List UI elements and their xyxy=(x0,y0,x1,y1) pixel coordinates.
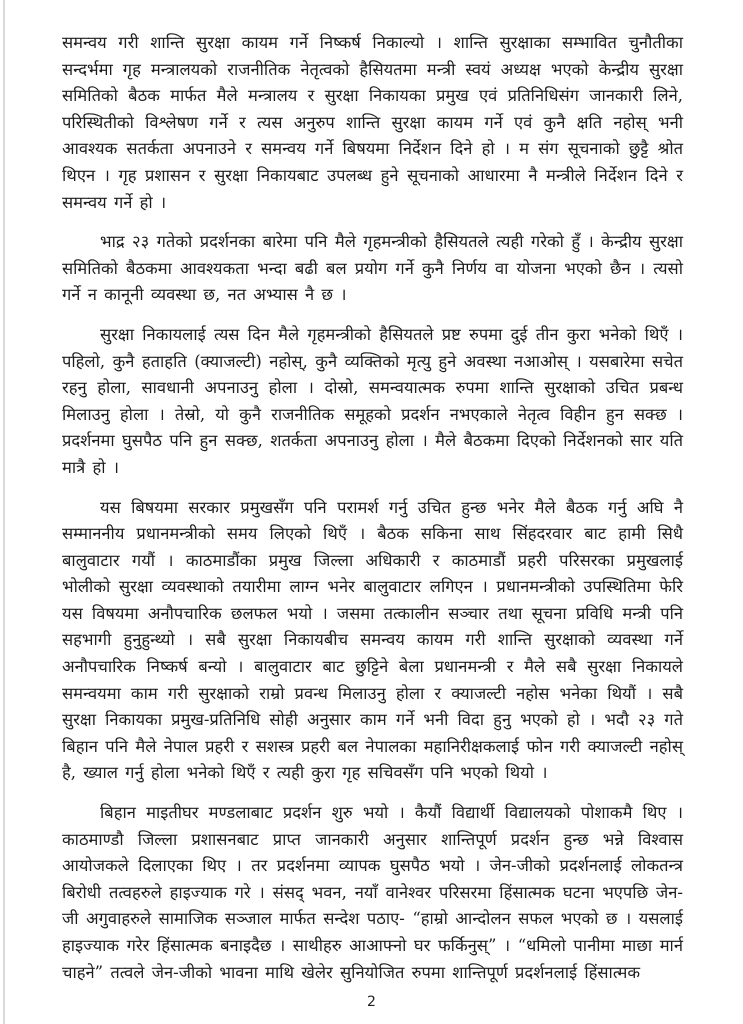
paragraph-pm-consultation: यस बिषयमा सरकार प्रमुखसँग पनि परामर्श गर्नु उचित हुन्छ भनेर मैले बैठक गर्नु अघि नै सम्माननीय प्रधानमन्त्रीको समय लिएको थिएँ । बैठक सकिना साथ सिंहदरवार बाट हामी सिधै बालुवाटार गयौं । काठमाडौंका प्रमुख जिल्ला अधिकारी र काठमाडौं प्रहरी परिसरका प्रमुखलाई भोलीको सुरक्षा व्यवस्थाको तयारीमा लाग्न भनेर बालुवाटार लगिएन । प्रधानमन्त्रीको उपस्थितिमा फेरि यस विषयमा अनौपचारिक छलफल भयो । जसमा तत्कालीन सञ्चार तथा सूचना प्रविधि मन्त्री पनि सहभागी हुनुहुन्थ्यो । सबै सुरक्षा निकायबीच समन्वय कायम गरी शान्ति सुरक्षाको व्यवस्था गर्ने अनौपचारिक निष्कर्ष बन्यो । बालुवाटार बाट छुट्टिने बेला प्रधानमन्त्री र मैले सबै सुरक्षा निकायले समन्वयमा काम गरी सुरक्षाको राम्रो प्रवन्ध मिलाउनु होला र क्याजल्टी नहोस भनेका थियौं । सबै सुरक्षा निकायका प्रमुख-प्रतिनिधि सोही अनुसार काम गर्ने भनी विदा हुनु भएको हो । भदौ २३ गते बिहान पनि मैले नेपाल प्रहरी र सशस्त्र प्रहरी बल नेपालका महानिरीक्षकलाई फोन गरी क्याजल्टी नहोस् है, ख्याल गर्नु होला भनेको थिएँ र त्यही कुरा गृह सचिवसँग पनि भएको थियो । xyxy=(62,497,683,783)
paragraph-bhadra-23-demonstration: भाद्र २३ गतेको प्रदर्शनका बारेमा पनि मैले गृहमन्त्रीको हैसियतले त्यही गरेको हुँ । केन्द्रीय सुरक्षा समितिको बैठकमा आवश्यकता भन्दा बढी बल प्रयोग गर्ने कुनै निर्णय वा योजना भएको छैन । त्यसो गर्ने न कानूनी व्यवस्था छ, नत अभ्यास नै छ । xyxy=(62,232,683,305)
scan-edge-line xyxy=(3,0,5,1024)
page-number: 2 xyxy=(367,994,376,1010)
paragraph-continuation: समन्वय गरी शान्ति सुरक्षा कायम गर्ने निष्कर्ष निकाल्यो । शान्ति सुरक्षाका सम्भावित चुनौतीका सन्दर्भमा गृह मन्त्रालयको राजनीतिक नेतृत्वको हैसियतमा मन्त्री स्वयं अध्यक्ष भएको केन्द्रीय सुरक्षा समितिको बैठक मार्फत मैले मन्त्रालय र सुरक्षा निकायका प्रमुख एवं प्रतिनिधिसंग जानकारी लिने, परिस्थितीको विश्लेषण गर्ने र त्यस अनुरुप शान्ति सुरक्षा कायम गर्ने एवं कुनै क्षति नहोस् भनी आवश्यक सतर्कता अपनाउने र समन्वय गर्ने बिषयमा निर्देशन दिने हो । म संग सूचनाको छुट्टै श्रोत थिएन । गृह प्रशासन र सुरक्षा निकायबाट उपलब्ध हुने सूचनाको आधारमा नै मन्त्रीले निर्देशन दिने र समन्वय गर्ने हो । xyxy=(62,33,683,212)
document-content xyxy=(62,30,683,999)
paragraph-security-instructions: सुरक्षा निकायलाई त्यस दिन मैले गृहमन्त्रीको हैसियतले प्रष्ट रुपमा दुई तीन कुरा भनेको थिएँ । पहिलो, कुनै हताहति (क्याजल्टी) नहोस्, कुनै व्यक्तिको मृत्यु हुने अवस्था नआओस् । यसबारेमा सचेत रहनु होला, सावधानी अपनाउनु होला । दोस्रो, समन्वयात्मक रुपमा शान्ति सुरक्षाको उचित प्रबन्ध मिलाउनु होला । तेस्रो, यो कुनै राजनीतिक समूहको प्रदर्शन नभएकाले नेतृत्व विहीन हुन सक्छ । प्रदर्शनमा घुसपैठ पनि हुन सक्छ, शतर्कता अपनाउनु होला । मैले बैठकमा दिएको निर्देशनको सार यति मात्रै हो । xyxy=(62,324,683,477)
paragraph-maitighar-demonstration: बिहान माइतीघर मण्डलाबाट प्रदर्शन शुरु भयो । कैयौं विद्यार्थी विद्यालयको पोशाकमै थिए । काठमाण्डौ जिल्ला प्रशासनबाट प्राप्त जानकारी अनुसार शान्तिपूर्ण प्रदर्शन हुन्छ भन्ने विश्वास आयोजकले दिलाएका थिए । तर प्रदर्शनमा व्यापक घुसपैठ भयो । जेन-जीको प्रदर्शनलाई लोकतन्त्र बिरोधी तत्वहरुले हाइज्याक गरे । संसद् भवन, नयाँ वानेश्वर परिसरमा हिंसात्मक घटना भएपछि जेन-जी अगुवाहरुले सामाजिक सञ्जाल मार्फत सन्देश पठाए- “हाम्रो आन्दोलन सफल भएको छ । यसलाई हाइज्याक गरेर हिंसात्मक बनाइदैछ । साथीहरु आआफ्नो घर फर्किनुस्” । “धमिलो पानीमा माछा मार्न चाहने” तत्वले जेन-जीको भावना माथि खेलेर सुनियोजित रुपमा शान्तिपूर्ण प्रदर्शनलाई हिंसात्मक xyxy=(62,803,683,982)
